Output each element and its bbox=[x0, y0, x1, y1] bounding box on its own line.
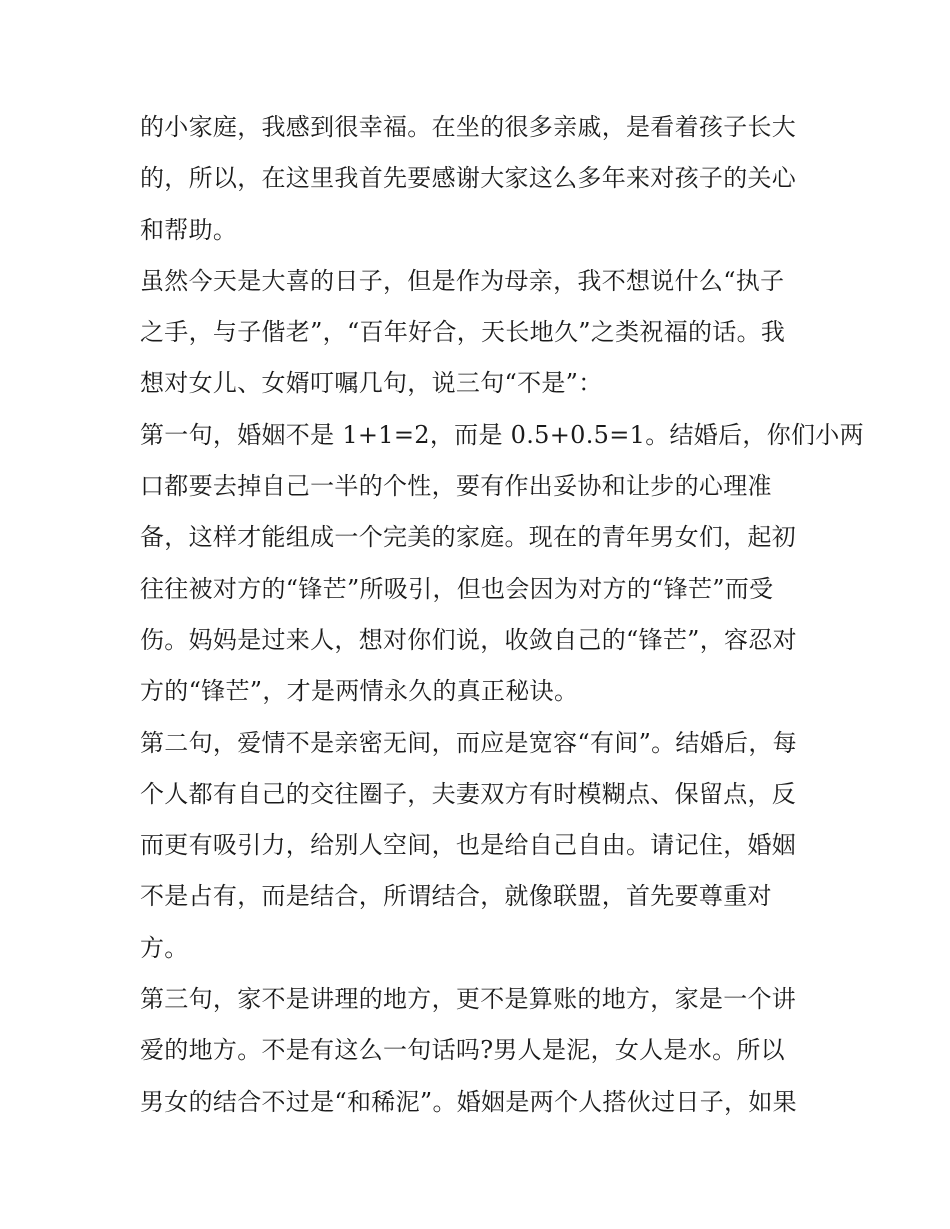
text-line: 不是占有，而是结合，所谓结合，就像联盟，首先要尊重对 bbox=[140, 882, 772, 911]
text-line: 第二句，爱情不是亲密无间，而应是宽容“有间”。结婚后，每 bbox=[140, 728, 797, 757]
text-line: 方。 bbox=[140, 933, 189, 962]
text-line: 口都要去掉自己一半的个性，要有作出妥协和让步的心理准 bbox=[140, 472, 772, 501]
text-line: 爱的地方。不是有这么一句话吗?男人是泥，女人是水。所以 bbox=[140, 1036, 785, 1065]
document-body bbox=[140, 102, 864, 1128]
text-line: 之手，与子偕老”，“百年好合，天长地久”之类祝福的话。我 bbox=[140, 318, 786, 347]
text-line: 和帮助。 bbox=[140, 215, 238, 244]
text-line: 备，这样才能组成一个完美的家庭。现在的青年男女们，起初 bbox=[140, 523, 797, 552]
text-line: 往往被对方的“锋芒”所吸引，但也会因为对方的“锋芒”而受 bbox=[140, 574, 774, 603]
text-line: 而更有吸引力，给别人空间，也是给自己自由。请记住，婚姻 bbox=[140, 831, 797, 860]
text-line: 的，所以，在这里我首先要感谢大家这么多年来对孩子的关心 bbox=[140, 164, 797, 193]
text-line: 的小家庭，我感到很幸福。在坐的很多亲戚，是看着孩子长大 bbox=[140, 113, 797, 141]
text-line: 方的“锋芒”，才是两情永久的真正秘诀。 bbox=[140, 677, 579, 706]
text-line: 想对女儿、女婿叮嘱几句，说三句“不是”： bbox=[140, 369, 603, 398]
text-line: 虽然今天是大喜的日子，但是作为母亲，我不想说什么“执子 bbox=[140, 266, 785, 295]
text-line: 第一句，婚姻不是 1+1=2，而是 0.5+0.5=1。结婚后，你们小两 bbox=[140, 420, 864, 449]
text-line: 伤。妈妈是过来人，想对你们说，收敛自己的“锋芒”，容忍对 bbox=[140, 625, 797, 654]
text-line: 第三句，家不是讲理的地方，更不是算账的地方，家是一个讲 bbox=[140, 985, 797, 1014]
text-line: 个人都有自己的交往圈子，夫妻双方有时模糊点、保留点，反 bbox=[140, 779, 797, 808]
text-line: 男女的结合不过是“和稀泥”。婚姻是两个人搭伙过日子，如果 bbox=[140, 1087, 797, 1116]
